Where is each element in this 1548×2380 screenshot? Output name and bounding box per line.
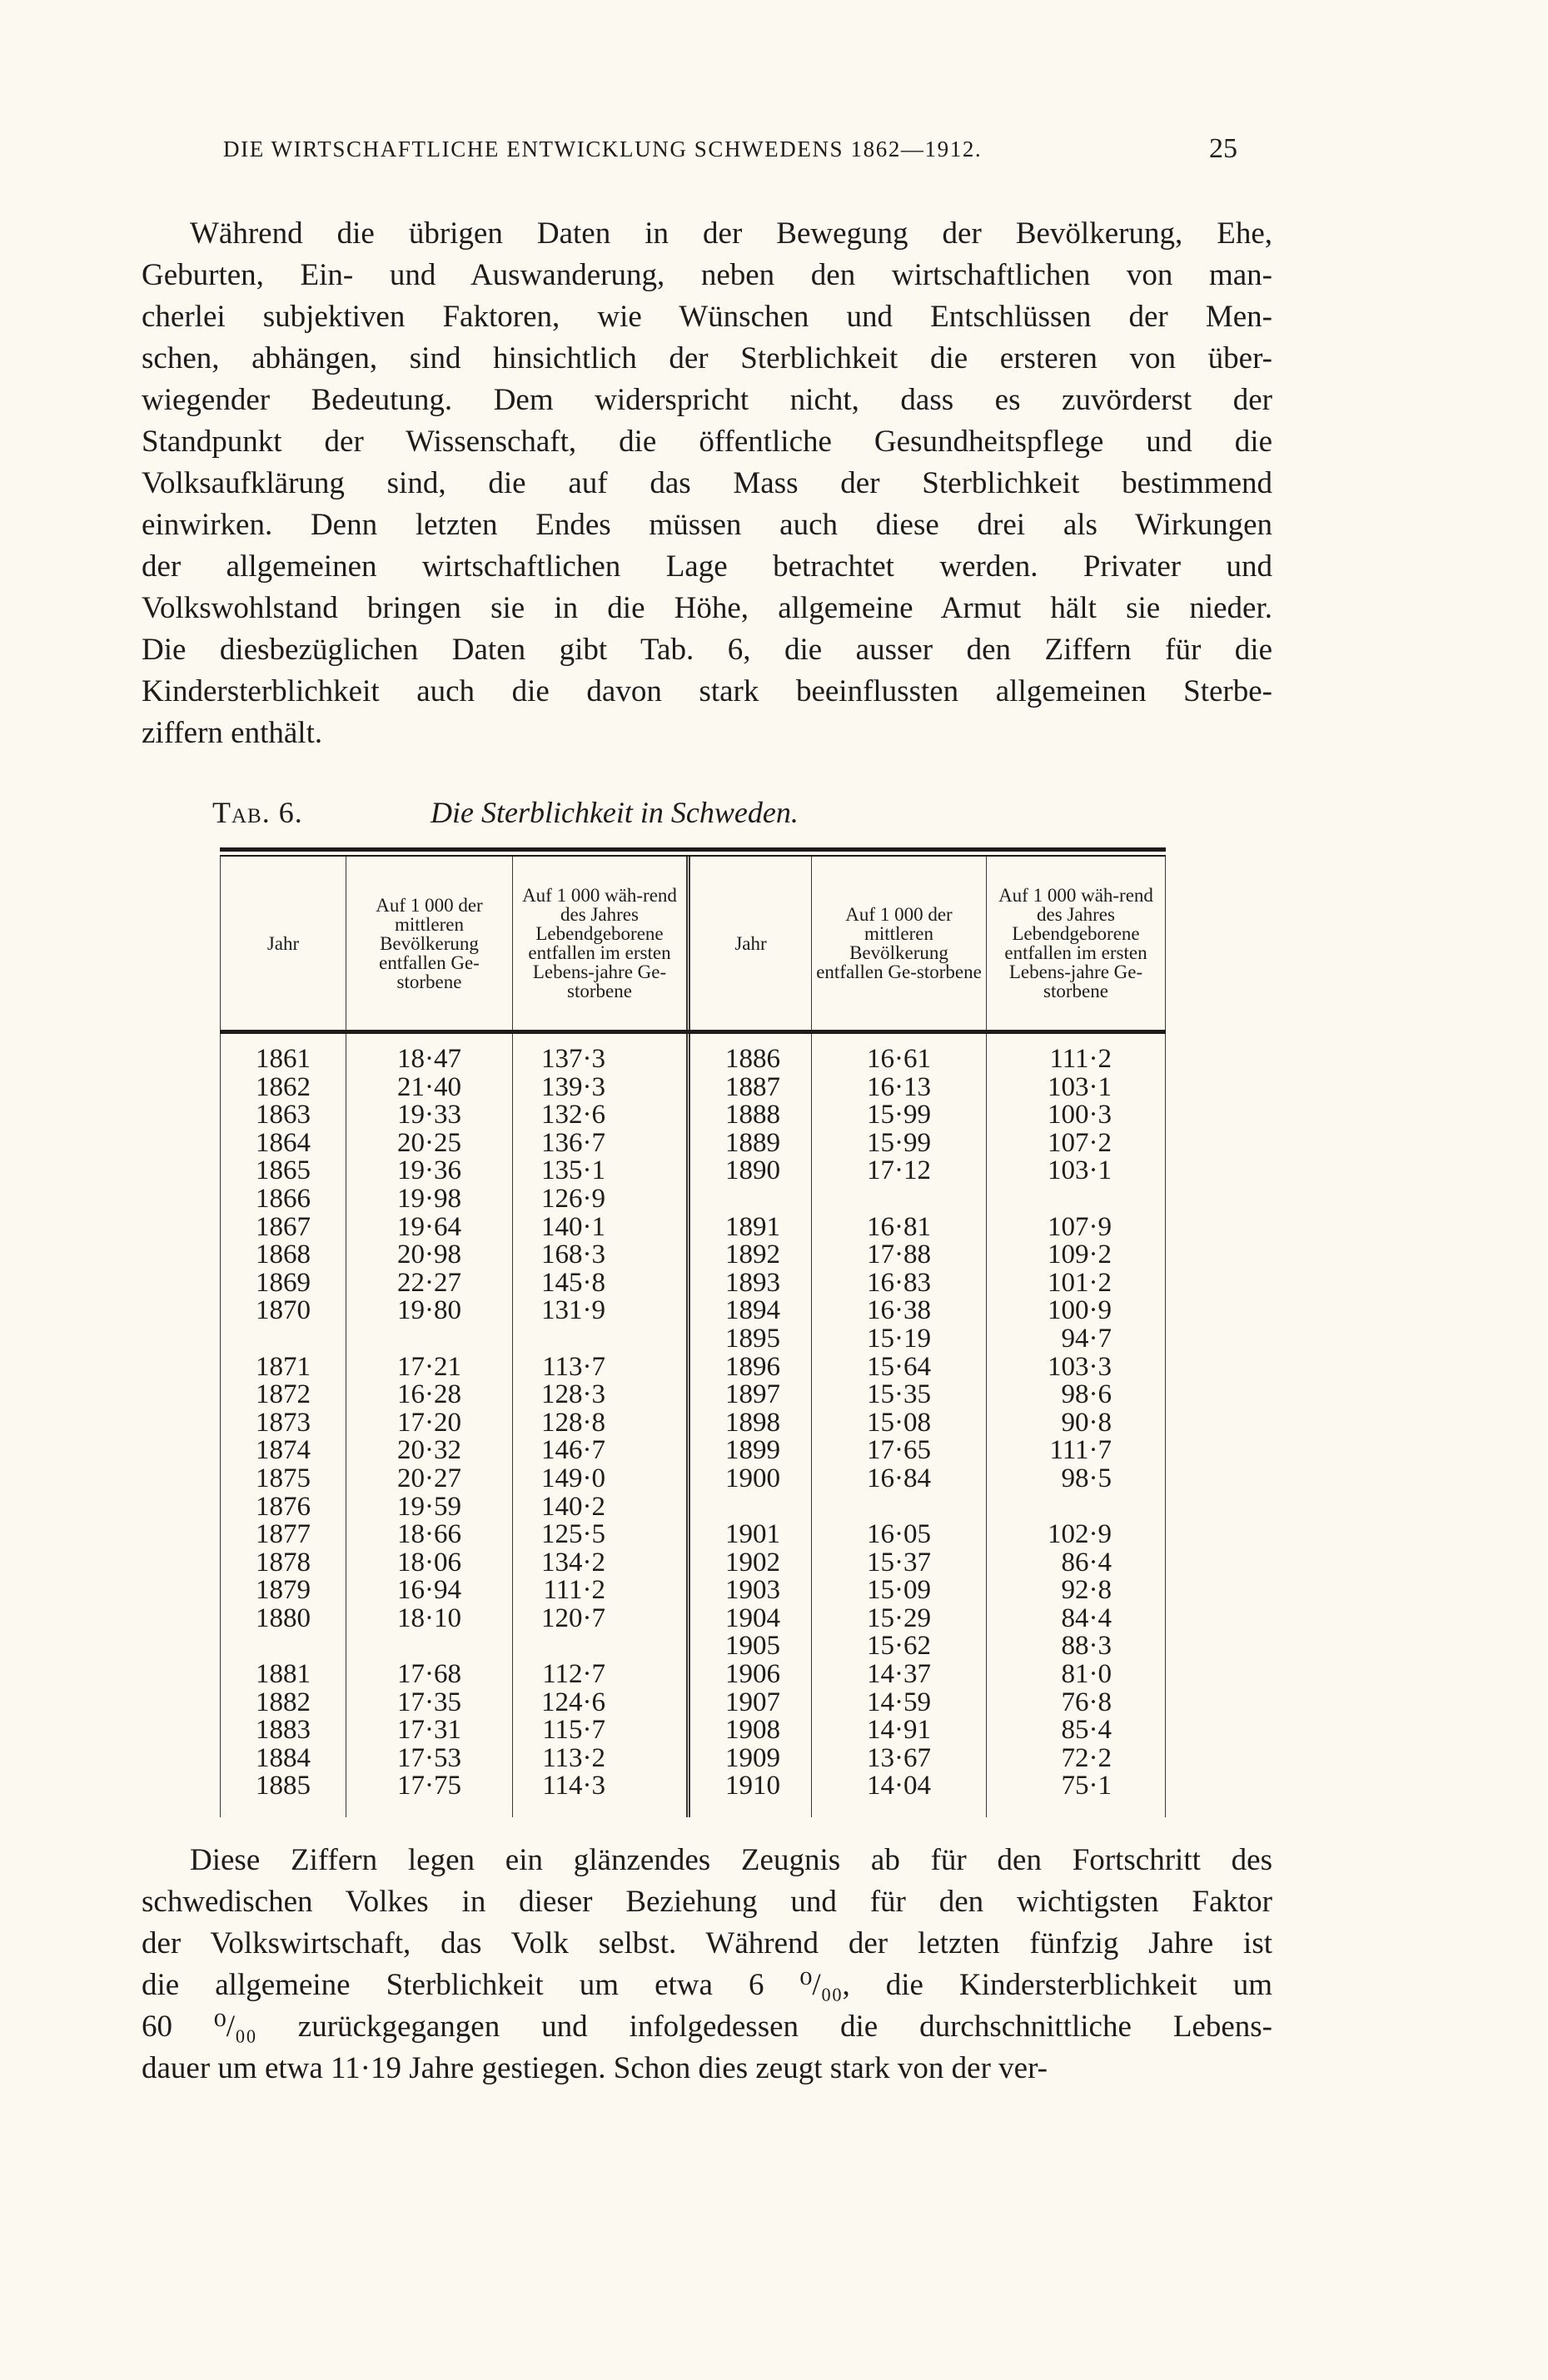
text-line: Während die übrigen Daten in der Bewegung der Bevölkerung, Ehe, — [190, 216, 1272, 251]
general-mortality-cell: 16·05 — [867, 1519, 931, 1550]
general-mortality-cell: 19·98 — [397, 1183, 461, 1214]
blank-cell — [812, 1493, 986, 1522]
general-mortality-cell: 16·13 — [867, 1071, 931, 1102]
text-line: einwirken. Denn letzten Endes müssen auch diese drei als Wirkungen — [142, 508, 1272, 542]
general-mortality-cell: 14·91 — [867, 1715, 931, 1746]
table-body — [220, 1034, 1166, 1817]
column-general-mortality-right — [812, 1034, 987, 1817]
infant-mortality-cell: 136·7 — [541, 1127, 605, 1158]
infant-mortality-cell: 109·2 — [1048, 1240, 1112, 1270]
year-cell: 1869 — [256, 1267, 311, 1298]
running-header: DIE WIRTSCHAFTLICHE ENTWICKLUNG SCHWEDENS 1862—1912. — [223, 137, 983, 161]
general-mortality-cell: 18·06 — [397, 1547, 461, 1578]
general-mortality-cell: 15·37 — [867, 1547, 931, 1578]
infant-mortality-cell: 75·1 — [1061, 1771, 1112, 1801]
general-mortality-cell: 20·32 — [397, 1435, 461, 1466]
blank-cell — [690, 1185, 811, 1214]
infant-mortality-cell: 139·3 — [541, 1071, 605, 1102]
general-mortality-cell: 17·75 — [397, 1771, 461, 1801]
infant-mortality-cell: 111·2 — [1049, 1044, 1112, 1074]
blank-cell — [690, 1493, 811, 1522]
year-cell: 1896 — [725, 1351, 780, 1382]
year-cell: 1889 — [725, 1127, 780, 1158]
header-year-right: Jahr — [690, 857, 812, 1030]
column-year-left — [220, 1034, 346, 1817]
infant-mortality-cell: 113·2 — [542, 1742, 605, 1773]
year-cell: 1891 — [725, 1211, 780, 1242]
general-mortality-cell: 19·80 — [397, 1295, 461, 1326]
general-mortality-cell: 16·94 — [397, 1575, 461, 1606]
general-mortality-cell: 16·81 — [867, 1211, 931, 1242]
infant-mortality-cell: 128·3 — [541, 1379, 605, 1410]
header-infant-mortality-left: Auf 1 000 wäh-rend des Jahres Lebendgeborene entfallen im ersten Lebens-jahre Ge-storbene — [513, 857, 690, 1030]
infant-mortality-cell: 103·3 — [1048, 1351, 1112, 1382]
blank-cell — [221, 1632, 346, 1661]
year-cell: 1895 — [725, 1323, 780, 1354]
year-cell: 1908 — [725, 1715, 780, 1746]
blank-cell — [812, 1185, 986, 1214]
general-mortality-cell: 14·37 — [867, 1659, 931, 1690]
text-line: Diese Ziffern legen ein glänzendes Zeugnis ab für den Fortschritt des — [190, 1843, 1272, 1877]
infant-mortality-cell: 111·2 — [543, 1575, 605, 1606]
general-mortality-cell: 14·59 — [867, 1687, 931, 1717]
year-cell: 1868 — [256, 1240, 311, 1270]
infant-mortality-cell: 111·7 — [1049, 1435, 1112, 1466]
blank-cell — [987, 1185, 1165, 1214]
text-line: Die diesbezüglichen Daten gibt Tab. 6, die ausser den Ziffern für die — [142, 633, 1272, 667]
infant-mortality-cell: 168·3 — [541, 1240, 605, 1270]
infant-mortality-cell: 98·5 — [1061, 1463, 1112, 1493]
general-mortality-cell: 17·20 — [397, 1407, 461, 1438]
general-mortality-cell: 15·09 — [867, 1575, 931, 1606]
column-year-right — [690, 1034, 812, 1817]
general-mortality-cell: 16·84 — [867, 1463, 931, 1493]
general-mortality-cell: 20·25 — [397, 1127, 461, 1158]
header-general-mortality-left: Auf 1 000 der mittleren Bevölkerung entfallen Ge-storbene — [346, 857, 513, 1030]
infant-mortality-cell: 102·9 — [1048, 1519, 1112, 1550]
table-label: Tab. 6. — [212, 796, 303, 829]
infant-mortality-cell: 88·3 — [1061, 1631, 1112, 1662]
infant-mortality-cell: 100·3 — [1048, 1100, 1112, 1130]
header-year-left: Jahr — [220, 857, 346, 1030]
infant-mortality-cell: 149·0 — [541, 1463, 605, 1493]
text-line: Kindersterblichkeit auch die davon stark beeinflussten allgemeinen Sterbe- — [142, 674, 1272, 708]
year-cell: 1888 — [725, 1100, 780, 1130]
year-cell: 1904 — [725, 1602, 780, 1633]
text-line: ziffern enthält. — [142, 716, 323, 750]
general-mortality-cell: 20·27 — [397, 1463, 461, 1493]
table-title: Die Sterblichkeit in Schweden. — [431, 796, 799, 829]
infant-mortality-cell: 81·0 — [1061, 1659, 1112, 1690]
infant-mortality-cell: 131·9 — [541, 1295, 605, 1326]
general-mortality-cell: 20·98 — [397, 1240, 461, 1270]
year-cell: 1898 — [725, 1407, 780, 1438]
year-cell: 1863 — [256, 1100, 311, 1130]
general-mortality-cell: 15·99 — [867, 1100, 931, 1130]
page-number: 25 — [1209, 133, 1237, 164]
general-mortality-cell: 17·68 — [397, 1659, 461, 1690]
infant-mortality-cell: 101·2 — [1048, 1267, 1112, 1298]
general-mortality-cell: 19·59 — [397, 1491, 461, 1522]
paragraph-conclusion — [142, 1840, 1272, 2089]
column-infant-mortality-left — [513, 1034, 690, 1817]
infant-mortality-cell: 76·8 — [1061, 1687, 1112, 1717]
infant-mortality-cell: 140·2 — [541, 1491, 605, 1522]
general-mortality-cell: 15·08 — [867, 1407, 931, 1438]
infant-mortality-cell: 100·9 — [1048, 1295, 1112, 1326]
text-line: die allgemeine Sterblichkeit um etwa 6 ⁰/₀₀, die Kindersterblichkeit um — [142, 1968, 1272, 2002]
general-mortality-cell: 14·04 — [867, 1771, 931, 1801]
year-cell: 1864 — [256, 1127, 311, 1158]
year-cell: 1893 — [725, 1267, 780, 1298]
text-line: wiegender Bedeutung. Dem widerspricht nicht, dass es zuvörderst der — [142, 383, 1272, 417]
year-cell: 1900 — [725, 1463, 780, 1493]
general-mortality-cell: 17·31 — [397, 1715, 461, 1746]
text-line: Geburten, Ein- und Auswanderung, neben den wirtschaftlichen von man- — [142, 258, 1272, 292]
blank-cell — [513, 1325, 686, 1354]
infant-mortality-cell: 94·7 — [1061, 1323, 1112, 1354]
year-cell: 1887 — [725, 1071, 780, 1102]
general-mortality-cell: 16·83 — [867, 1267, 931, 1298]
text-line: der Volkswirtschaft, das Volk selbst. Während der letzten fünfzig Jahre ist — [142, 1926, 1272, 1960]
infant-mortality-cell: 128·8 — [541, 1407, 605, 1438]
infant-mortality-cell: 84·4 — [1061, 1602, 1112, 1633]
general-mortality-cell: 15·62 — [867, 1631, 931, 1662]
infant-mortality-cell: 86·4 — [1061, 1547, 1112, 1578]
general-mortality-cell: 17·53 — [397, 1742, 461, 1773]
infant-mortality-cell: 145·8 — [541, 1267, 605, 1298]
year-cell: 1877 — [256, 1519, 311, 1550]
year-cell: 1909 — [725, 1742, 780, 1773]
blank-cell — [346, 1325, 512, 1354]
year-cell: 1866 — [256, 1183, 311, 1214]
general-mortality-cell: 17·12 — [867, 1155, 931, 1186]
text-line: Volksaufklärung sind, die auf das Mass der Sterblichkeit bestimmend — [142, 466, 1272, 500]
year-cell: 1902 — [725, 1547, 780, 1578]
text-line: schen, abhängen, sind hinsichtlich der Sterblichkeit die ersteren von über- — [142, 341, 1272, 375]
infant-mortality-cell: 135·1 — [541, 1155, 605, 1186]
general-mortality-cell: 16·61 — [867, 1044, 931, 1074]
column-infant-mortality-right — [987, 1034, 1166, 1817]
blank-cell — [346, 1632, 512, 1661]
infant-mortality-cell: 140·1 — [541, 1211, 605, 1242]
infant-mortality-cell: 134·2 — [541, 1547, 605, 1578]
year-cell: 1910 — [725, 1771, 780, 1801]
column-general-mortality-left — [346, 1034, 513, 1817]
year-cell: 1883 — [256, 1715, 311, 1746]
year-cell: 1903 — [725, 1575, 780, 1606]
year-cell: 1876 — [256, 1491, 311, 1522]
blank-cell — [221, 1325, 346, 1354]
infant-mortality-cell: 114·3 — [542, 1771, 605, 1801]
year-cell: 1906 — [725, 1659, 780, 1690]
mortality-table — [220, 847, 1166, 1817]
general-mortality-cell: 16·38 — [867, 1295, 931, 1326]
year-cell: 1867 — [256, 1211, 311, 1242]
infant-mortality-cell: 120·7 — [541, 1602, 605, 1633]
table-header-row — [220, 857, 1166, 1030]
text-line: Standpunkt der Wissenschaft, die öffentliche Gesundheitspflege und die — [142, 425, 1272, 459]
year-cell: 1899 — [725, 1435, 780, 1466]
blank-cell — [513, 1632, 686, 1661]
general-mortality-cell: 15·35 — [867, 1379, 931, 1410]
infant-mortality-cell: 115·7 — [542, 1715, 605, 1746]
paragraph-intro — [142, 213, 1272, 754]
infant-mortality-cell: 85·4 — [1061, 1715, 1112, 1746]
year-cell: 1872 — [256, 1379, 311, 1410]
infant-mortality-cell: 72·2 — [1061, 1742, 1112, 1773]
infant-mortality-cell: 103·1 — [1048, 1155, 1112, 1186]
year-cell: 1892 — [725, 1240, 780, 1270]
general-mortality-cell: 16·28 — [397, 1379, 461, 1410]
year-cell: 1881 — [256, 1659, 311, 1690]
general-mortality-cell: 21·40 — [397, 1071, 461, 1102]
year-cell: 1874 — [256, 1435, 311, 1466]
text-line: der allgemeinen wirtschaftlichen Lage betrachtet werden. Privater und — [142, 549, 1272, 584]
header-infant-mortality-right: Auf 1 000 wäh-rend des Jahres Lebendgeborene entfallen im ersten Lebens-jahre Ge-storbene — [987, 857, 1166, 1030]
infant-mortality-cell: 103·1 — [1048, 1071, 1112, 1102]
infant-mortality-cell: 92·8 — [1061, 1575, 1112, 1606]
year-cell: 1875 — [256, 1463, 311, 1493]
year-cell: 1885 — [256, 1771, 311, 1801]
year-cell: 1901 — [725, 1519, 780, 1550]
general-mortality-cell: 17·35 — [397, 1687, 461, 1717]
year-cell: 1905 — [725, 1631, 780, 1662]
infant-mortality-cell: 98·6 — [1061, 1379, 1112, 1410]
infant-mortality-cell: 124·6 — [541, 1687, 605, 1717]
general-mortality-cell: 17·21 — [397, 1351, 461, 1382]
year-cell: 1897 — [725, 1379, 780, 1410]
infant-mortality-cell: 107·9 — [1048, 1211, 1112, 1242]
infant-mortality-cell: 125·5 — [541, 1519, 605, 1550]
year-cell: 1861 — [256, 1044, 311, 1074]
general-mortality-cell: 15·99 — [867, 1127, 931, 1158]
general-mortality-cell: 19·33 — [397, 1100, 461, 1130]
general-mortality-cell: 15·29 — [867, 1602, 931, 1633]
general-mortality-cell: 17·88 — [867, 1240, 931, 1270]
general-mortality-cell: 13·67 — [867, 1742, 931, 1773]
general-mortality-cell: 19·36 — [397, 1155, 461, 1186]
year-cell: 1894 — [725, 1295, 780, 1326]
year-cell: 1880 — [256, 1602, 311, 1633]
infant-mortality-cell: 146·7 — [541, 1435, 605, 1466]
general-mortality-cell: 19·64 — [397, 1211, 461, 1242]
table-top-rule — [220, 847, 1166, 852]
year-cell: 1878 — [256, 1547, 311, 1578]
text-line: dauer um etwa 11·19 Jahre gestiegen. Schon dies zeugt stark von der ver- — [142, 2051, 1048, 2085]
table-caption — [212, 795, 1045, 830]
text-line: Volkswohlstand bringen sie in die Höhe, allgemeine Armut hält sie nieder. — [142, 591, 1272, 625]
general-mortality-cell: 18·66 — [397, 1519, 461, 1550]
year-cell: 1907 — [725, 1687, 780, 1717]
infant-mortality-cell: 137·3 — [541, 1044, 605, 1074]
text-line: 60 ⁰/₀₀ zurückgegangen und infolgedessen die durchschnittliche Lebens- — [142, 2010, 1272, 2044]
text-line: cherlei subjektiven Faktoren, wie Wünschen und Entschlüssen der Men- — [142, 300, 1272, 334]
infant-mortality-cell: 90·8 — [1061, 1407, 1112, 1438]
year-cell: 1879 — [256, 1575, 311, 1606]
year-cell: 1865 — [256, 1155, 311, 1186]
general-mortality-cell: 18·47 — [397, 1044, 461, 1074]
general-mortality-cell: 17·65 — [867, 1435, 931, 1466]
infant-mortality-cell: 126·9 — [541, 1183, 605, 1214]
year-cell: 1873 — [256, 1407, 311, 1438]
year-cell: 1890 — [725, 1155, 780, 1186]
infant-mortality-cell: 107·2 — [1048, 1127, 1112, 1158]
year-cell: 1870 — [256, 1295, 311, 1326]
year-cell: 1884 — [256, 1742, 311, 1773]
header-general-mortality-right: Auf 1 000 der mittleren Bevölkerung entfallen Ge-storbene — [812, 857, 987, 1030]
year-cell: 1862 — [256, 1071, 311, 1102]
infant-mortality-cell: 132·6 — [541, 1100, 605, 1130]
infant-mortality-cell: 113·7 — [542, 1351, 605, 1382]
year-cell: 1871 — [256, 1351, 311, 1382]
blank-cell — [987, 1493, 1165, 1522]
infant-mortality-cell: 112·7 — [542, 1659, 605, 1690]
general-mortality-cell: 15·19 — [867, 1323, 931, 1354]
year-cell: 1886 — [725, 1044, 780, 1074]
general-mortality-cell: 15·64 — [867, 1351, 931, 1382]
year-cell: 1882 — [256, 1687, 311, 1717]
text-line: schwedischen Volkes in dieser Beziehung und für den wichtigsten Faktor — [142, 1885, 1272, 1919]
general-mortality-cell: 22·27 — [397, 1267, 461, 1298]
general-mortality-cell: 18·10 — [397, 1602, 461, 1633]
